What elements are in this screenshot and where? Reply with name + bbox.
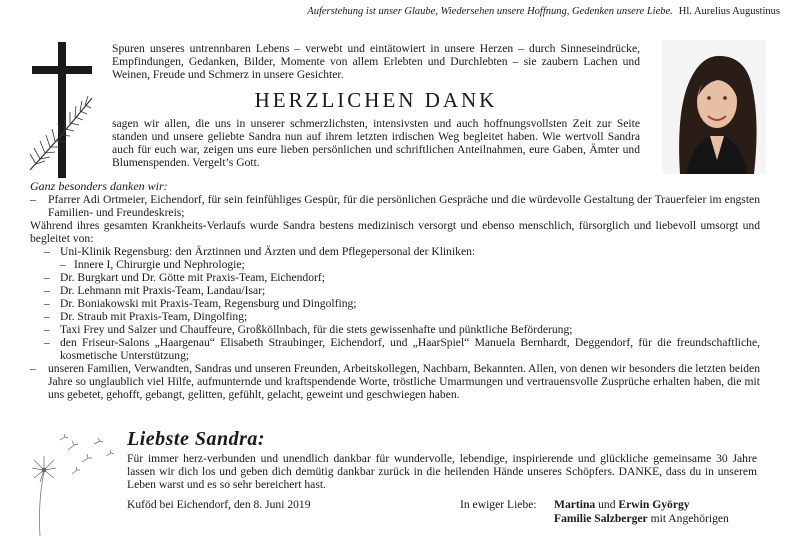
signature-und: und [598, 498, 616, 511]
list-item-text: Taxi Frey und Salzer und Chauffeure, Großköllnbach, für die stets gewissenhafte und pünktliche Beförderung; [60, 323, 573, 336]
list-item-text: Uni-Klinik Regensburg: den Ärztinnen und Ärzten und dem Pflegepersonal der Kliniken: [60, 245, 476, 258]
signature-name-2: Erwin György [618, 498, 690, 511]
list-item [30, 284, 760, 297]
motto [130, 6, 780, 17]
list-item [30, 323, 760, 336]
signature-family-suffix: mit Angehörigen [650, 512, 729, 525]
thanks-section [30, 180, 760, 401]
list-item [30, 310, 760, 323]
list-item-text: den Friseur-Salons „Haargenau“ Elisabeth Straubinger, Eichendorf, und „HaarSpiel“ Manuela Bernhardt, Deggendorf, für die freundschaftliche, kosmetische Unterstützung; [60, 336, 760, 362]
place-date: Kuföd bei Eichendorf, den 8. Juni 2019 [127, 498, 311, 511]
intro-text: Spuren unseres untrennbaren Lebens – verwebt und eintätowiert in unsere Herzen – durch Sinneseindrücke, Empfindungen, Gedanken, Bilder, Momente von allem Erlebten und Durchlebten – sie zaubern Lachen und Weinen, Freude und Schmerz in unsere Gesichter. [112, 42, 640, 81]
list-item-text: unseren Familien, Verwandten, Sandras und unseren Freunden, Arbeitskollegen, Nachbarn, Bekannten. Allen, von denen wir besonders die letzten beiden Jahre so unglaublich viel Hilfe, aufmunternde und kraftspendende Worte, tröstliche Umarmungen und vertrauensvolle Zusprüche erhalten haben, die mit uns gebetet, gehofft, gebangt, gelitten, gefühlt, gelacht, geweint und geschwiegen haben. [48, 362, 760, 401]
cross-icon [28, 40, 98, 180]
list-item [30, 245, 760, 258]
signature-name-1: Martina [554, 498, 596, 511]
list-dash: – [30, 193, 36, 206]
dandelion-icon [20, 430, 118, 538]
list-item [30, 336, 760, 362]
list-item [30, 193, 760, 219]
list-item [30, 362, 760, 401]
list-dash: – [44, 310, 50, 323]
list-item-text: Während ihres gesamten Krankheits-Verlaufs wurde Sandra bestens medizinisch versorgt und ebenso menschlich, fürsorglich und liebevoll umsorgt und begleitet von: [30, 219, 760, 245]
list-item-text: Pfarrer Adi Ortmeier, Eichendorf, für sein feinfühliges Gespür, für die persönlichen Gespräche und die würdevolle Gestaltung der Trauerfeier im engsten Familien- und Freundeskreis; [48, 193, 760, 219]
list-dash: – [44, 336, 50, 349]
list-item [30, 297, 760, 310]
thanks-subtitle: Ganz besonders danken wir: [30, 179, 168, 193]
signature-family: Familie Salzberger [554, 512, 648, 525]
list-item [30, 219, 760, 245]
page-title: HERZLICHEN DANK [254, 88, 498, 112]
portrait-photo [662, 40, 766, 174]
list-item-text: Dr. Lehmann mit Praxis-Team, Landau/Isar; [60, 284, 266, 297]
motto-author: Hl. Aurelius Augustinus [678, 6, 780, 17]
motto-quote: Auferstehung ist unser Glaube, Wiedersehen unsere Hoffnung, Gedenken unsere Liebe. [307, 6, 673, 17]
list-item-text: Dr. Straub mit Praxis-Team, Dingolfing; [60, 310, 248, 323]
list-dash: – [44, 297, 50, 310]
list-item [30, 271, 760, 284]
list-item-text: Dr. Boniakowski mit Praxis-Team, Regensburg und Dingolfing; [60, 297, 357, 310]
list-dash: – [44, 284, 50, 297]
signature-label: In ewiger Liebe: [460, 498, 537, 511]
thanks-paragraph: sagen wir allen, die uns in unserer schmerzlichsten, intensivsten und auch hoffnungsvollsten Zeit zur Seite standen und unsere geliebte Sandra nun auf ihrem letzten irdischen Weg begleitet haben. Wie wertvoll Sandra auch für euch war, zeigen uns eure lieben persönlichen und schriftlichen Anteilnahmen, eure Gaben, Ämter und Blumenspenden. Vergelt’s Gott. [112, 117, 640, 169]
sandra-heading: Liebste Sandra: [127, 428, 266, 450]
list-item-text: Dr. Burgkart und Dr. Götte mit Praxis-Team, Eichendorf; [60, 271, 325, 284]
list-dash: – [44, 245, 50, 258]
list-dash: – [44, 323, 50, 336]
signature [460, 498, 729, 526]
list-item-text: Innere I, Chirurgie und Nephrologie; [74, 258, 245, 271]
list-dash: – [44, 271, 50, 284]
sandra-text: Für immer herz-verbunden und unendlich dankbar für wundervolle, lebendige, inspirierende und glückliche gemeinsame 30 Jahre lassen wir dich los und geben dich demütig dankbar zurück in die heilenden Hände unseres Schöpfers. DANKE, dass du in unserem Leben warst und es so sehr bereichert hast. [127, 452, 757, 491]
list-dash: – [60, 258, 66, 271]
list-dash: – [30, 362, 36, 375]
list-item [30, 258, 760, 271]
